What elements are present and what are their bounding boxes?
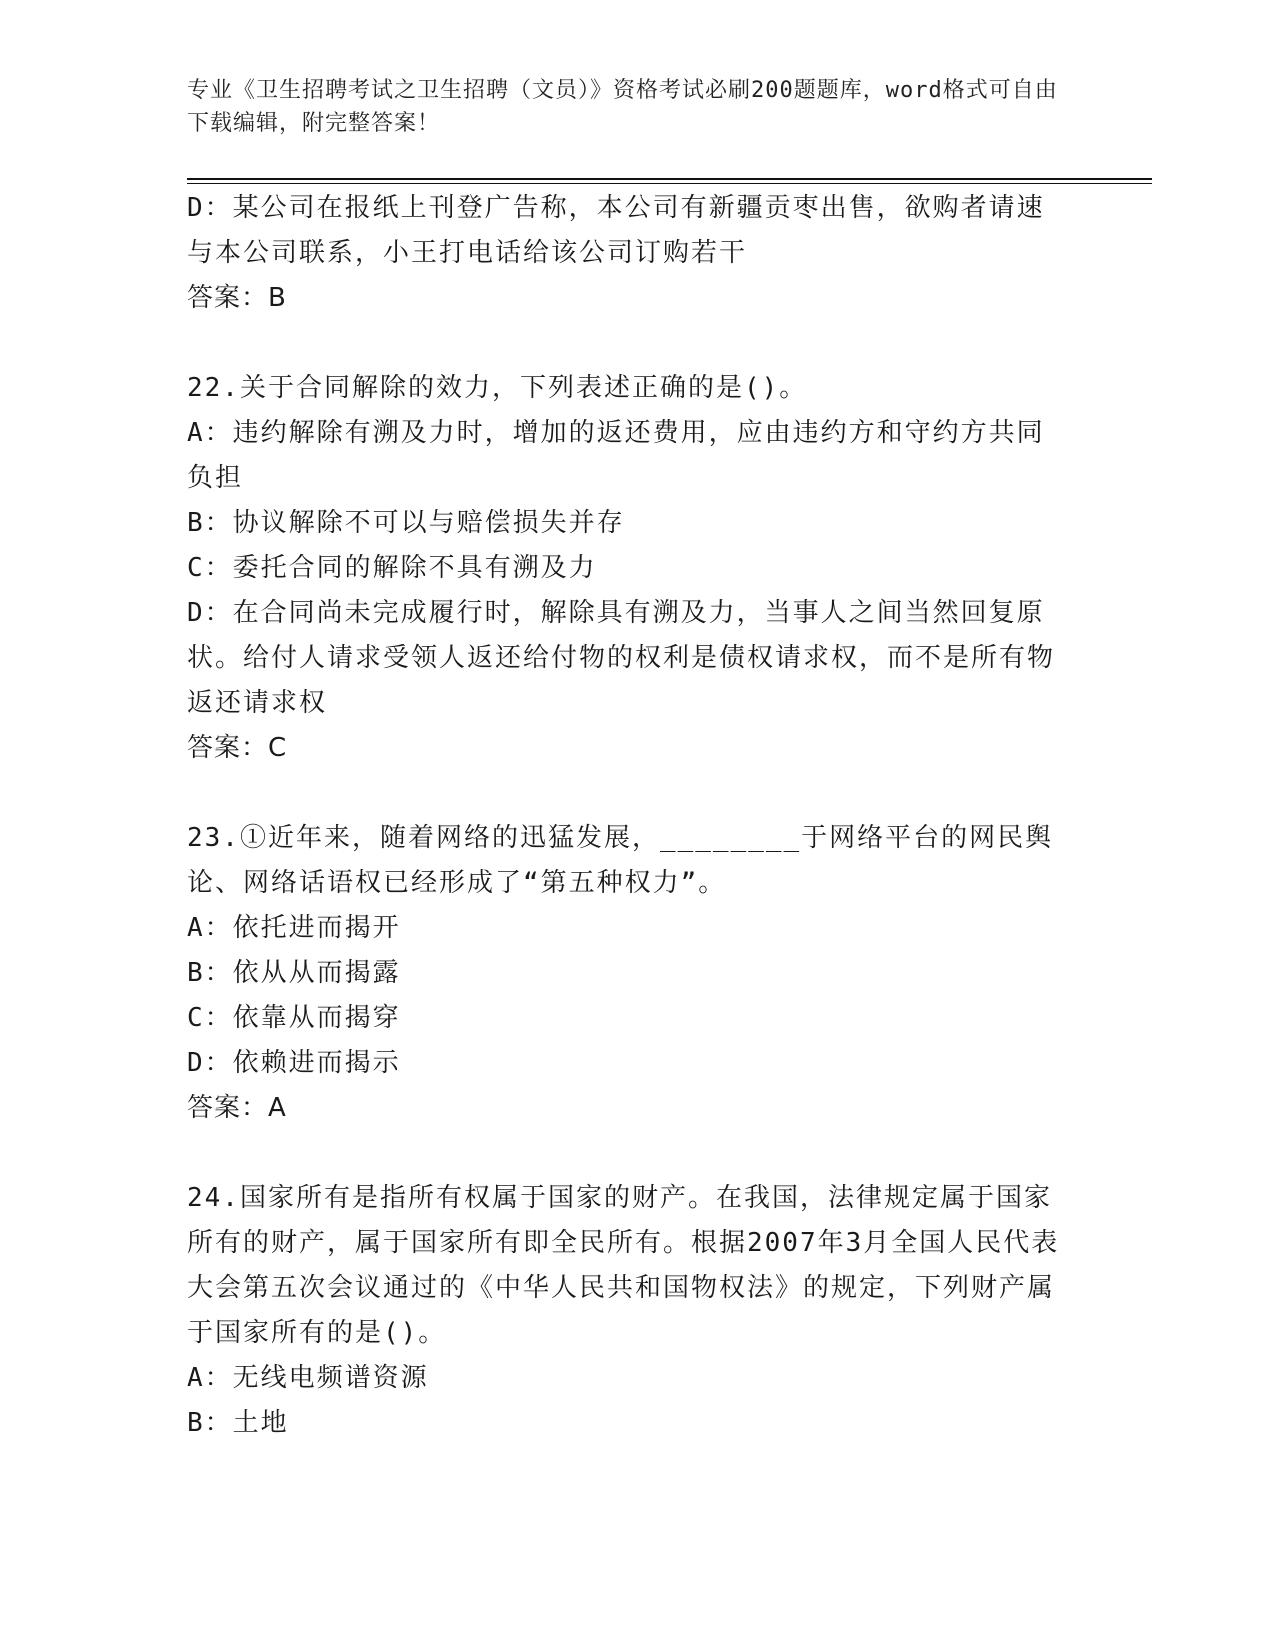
question-stem: 24.国家所有是指所有权属于国家的财产。在我国，法律规定属于国家所有的财产，属于国家所有即全民所有。根据2007年3月全国人民代表大会第五次会议通过的《中华人民共和国物权法》的规定，下列财产属于国家所有的是()。 <box>187 1183 1060 1348</box>
option-line: B：土地 <box>187 1408 289 1438</box>
block-gap <box>187 771 1067 816</box>
block-gap <box>187 1131 1067 1176</box>
question-stem: 23.①近年来，随着网络的迅猛发展，________于网络平台的网民舆论、网络话语权已经形成了“第五种权力”。 <box>187 823 1054 898</box>
option-line: D：依赖进而揭示 <box>187 1048 401 1078</box>
option-line: C：委托合同的解除不具有溯及力 <box>187 553 597 583</box>
document-body <box>187 186 1067 1446</box>
option-line: B：依从从而揭露 <box>187 958 401 988</box>
option-line: B：协议解除不可以与赔偿损失并存 <box>187 508 625 538</box>
option-line: A：依托进而揭开 <box>187 913 401 943</box>
option-line: D：某公司在报纸上刊登广告称，本公司有新疆贡枣出售，欲购者请速与本公司联系，小王打电话给该公司订购若干 <box>187 193 1045 268</box>
header-rule <box>187 178 1152 180</box>
option-line: D：在合同尚未完成履行时，解除具有溯及力，当事人之间当然回复原状。给付人请求受领人返还给付物的权利是债权请求权，而不是所有物返还请求权 <box>187 598 1056 718</box>
header-rule-thin <box>187 183 1152 184</box>
option-line: C：依靠从而揭穿 <box>187 1003 401 1033</box>
block-gap <box>187 321 1067 366</box>
option-line: A：违约解除有溯及力时，增加的返还费用，应由违约方和守约方共同负担 <box>187 418 1045 493</box>
option-line: A：无线电频谱资源 <box>187 1363 429 1393</box>
answer-line: 答案：B <box>187 283 287 313</box>
question-stem: 22.关于合同解除的效力，下列表述正确的是()。 <box>187 373 808 403</box>
answer-line: 答案：C <box>187 733 288 763</box>
answer-line: 答案：A <box>187 1093 287 1123</box>
document-header: 专业《卫生招聘考试之卫生招聘（文员）》资格考试必刷200题题库，word格式可自由下载编辑，附完整答案！ <box>187 78 1058 136</box>
